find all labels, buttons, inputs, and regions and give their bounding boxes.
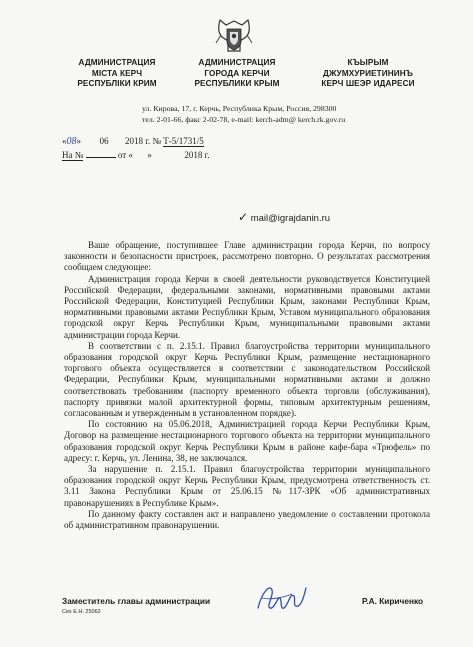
signatory-name: Р.А. Кириченко (362, 596, 424, 606)
header-left-line-3: РЕСПУБЛІКИ КРИМ (77, 79, 157, 88)
reg-year: 2018 г. (125, 136, 151, 146)
header-left-line-2: МІСТА КЕРЧ (91, 68, 143, 78)
reference-line: На № от « » 2018 г. (62, 150, 210, 160)
ref-year: 2018 г. (184, 150, 210, 160)
paragraph-1: Ваше обращение, поступившее Главе администрации города Керчи, по вопросу законности и безопасности пристроек, рассмотрено повторно. О результатах рассмотрения сообщаем следующее: (64, 240, 430, 273)
executor-note: Сех Е.Н. 25062 (62, 609, 101, 615)
checkmark-icon: ✓ (238, 210, 249, 224)
recipient-email: mail@igrajdanin.ru (250, 213, 331, 224)
header-left-org (52, 58, 182, 90)
paragraph-2: Администрация города Керчи в своей деятельности руководствуется Конституцией Российской Федерации, федеральными законами, нормативными правовыми актами Российской Федерации, Конституцией Республики Крым, законами Республики Крым, нормативными правовыми актами Республики Крым, Уставом муниципального образования городской округ Керчь Республики Крым, муниципальными правовыми актами администрации города Керчи. (64, 273, 430, 340)
header-right-org (308, 58, 428, 90)
ref-label: На № (62, 150, 84, 160)
paragraph-4: По состоянию на 05.06.2018, Администрацией города Керчи Республики Крым, Договор на размещение нестационарного торгового объекта на территории муниципального образования городской округ Керчь Республики Крым в районе кафе-бара «Трюфель» по адресу: г. Керчь, ул. Ленина, 38, не заключался. (64, 419, 430, 463)
handwritten-signature-icon (252, 578, 310, 618)
header-right-line-3: КЕРЧ ШЕЭР ИДАРЕСИ (321, 79, 415, 88)
address-block (142, 104, 422, 125)
header-right-line-1: КЪЫРЫМ (347, 58, 389, 67)
paragraph-3: В соответствии с п. 2.15.1. Правил благоустройства территории муниципального образования городской округ Керчь Республики Крым, размещение нестационарного торгового объекта осуществляется в соответствии с законодательством Российской Федерации, Республики Крым, муниципальными нормативными актами и должно соответствовать требованиям (паспорту временного объекта торговли (обслуживания), паспорту привязки малой архитектурной формы, типовым архитектурным решениям, согласованным и утвержденным в установленном порядке). (64, 340, 430, 419)
header-right-line-2: ДЖУМХУРИЕТИНИНЪ (323, 68, 413, 78)
coat-of-arms-icon (214, 17, 254, 55)
signatory-position: Заместитель главы администрации (62, 596, 211, 606)
handwritten-day: 08 (66, 136, 77, 147)
header-center-line-2: ГОРОДА КЕРЧИ (204, 68, 270, 78)
header-center-line-3: РЕСПУБЛИКИ КРЫМ (194, 79, 280, 88)
recipient-line (238, 210, 330, 224)
paragraph-5: За нарушение п. 2.15.1. Правил благоустройства территории муниципального образования городской округ Керчь Республики Крым, предусмотрена ответственность ст. 3.11 Закона Республики Крым от 25.06.15 №117-ЗРК «Об административных правонарушениях в Республике Крым». (64, 464, 430, 508)
header-center-org (172, 58, 302, 90)
header-left-line-1: АДМИНИСТРАЦИЯ (78, 58, 156, 67)
contacts-line: тел. 2-01-66, факс 2-02-78, e-mail: kerch-adm@ kerch.rk.gov.ru (142, 114, 346, 124)
letter-body (64, 240, 430, 531)
address-line-1: ул. Кирова, 17, г. Керчь, Республика Крым, Россия, 298300 (142, 104, 337, 113)
reg-number: Т-5/1731/5 (163, 136, 204, 146)
paragraph-6: По данному факту составлен акт и направлено уведомление о составлении протокола об административном правонарушении. (64, 508, 430, 531)
registration-date-line: «08» 06 2018 г. № Т-5/1731/5 (62, 136, 204, 147)
header-center-line-1: АДМИНИСТРАЦИЯ (198, 58, 276, 67)
reg-month: 06 (99, 136, 109, 146)
ref-from-label: от (117, 150, 127, 160)
